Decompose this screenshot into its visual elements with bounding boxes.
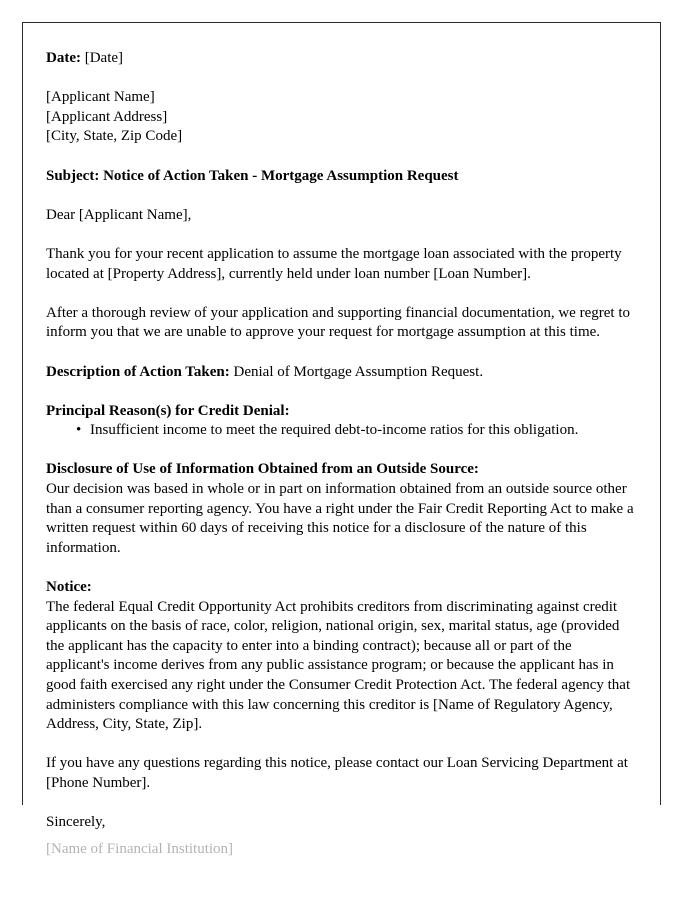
letter-body [46, 49, 638, 859]
action-taken-value: Denial of Mortgage Assumption Request. [233, 363, 484, 380]
recipient-city-state-zip: [City, State, Zip Code] [46, 128, 183, 145]
notice-body: The federal Equal Credit Opportunity Act prohibits creditors from discriminating against credit applicants on the basis of race, color, religion, national origin, sex, marital status, age (provided the applicant has the capacity to enter into a binding contract); because all or part of the applicant's income derives from any public assistance program; or because the applicant has in good faith exercised any right under the Consumer Credit Protection Act. The federal agency that administers compliance with this law concerning this creditor is [Name of Regulatory Agency, Address, City, State, Zip]. [46, 598, 631, 733]
subject-line: Subject: Notice of Action Taken - Mortgage Assumption Request [46, 167, 459, 184]
signature-block [46, 841, 638, 859]
disclosure-body: Our decision was based in whole or in part on information obtained from an outside source other than a consumer reporting agency. You have a right under the Fair Credit Reporting Act to make a written request within 60 days of receiving this notice for a disclosure of the nature of this information. [46, 481, 634, 556]
intro-paragraph: Thank you for your recent application to assume the mortgage loan associated with the property located at [Property Address], currently held under loan number [Loan Number]. [46, 245, 622, 282]
notice-heading: Notice: [46, 579, 92, 596]
reasons-list [46, 421, 638, 441]
document-page [22, 22, 661, 858]
contact-paragraph: If you have any questions regarding this notice, please contact our Loan Servicing Department at [Phone Number]. [46, 755, 628, 791]
list-item [46, 421, 638, 441]
reason-text: Insufficient income to meet the required debt-to-income ratios for this obligation. [90, 422, 579, 439]
reasons-heading: Principal Reason(s) for Credit Denial: [46, 402, 290, 419]
signature-institution: [Name of Financial Institution] [46, 841, 234, 858]
bullet-icon: • [76, 422, 82, 439]
date-label: Date: [46, 50, 81, 66]
decision-paragraph: After a thorough review of your application and supporting financial documentation, we regret to inform you that we are unable to approve your request for mortgage assumption at this time. [46, 304, 630, 341]
salutation: Dear [Applicant Name], [46, 206, 192, 223]
action-taken-label: Description of Action Taken: [46, 363, 230, 380]
closing-line: Sincerely, [46, 814, 106, 831]
date-line [46, 49, 638, 69]
action-taken-line [46, 363, 638, 383]
recipient-name: [Applicant Name] [46, 89, 155, 106]
recipient-street: [Applicant Address] [46, 108, 168, 125]
recipient-address-block [46, 88, 638, 147]
disclosure-heading: Disclosure of Use of Information Obtained from an Outside Source: [46, 461, 479, 478]
date-value: [Date] [84, 50, 124, 66]
